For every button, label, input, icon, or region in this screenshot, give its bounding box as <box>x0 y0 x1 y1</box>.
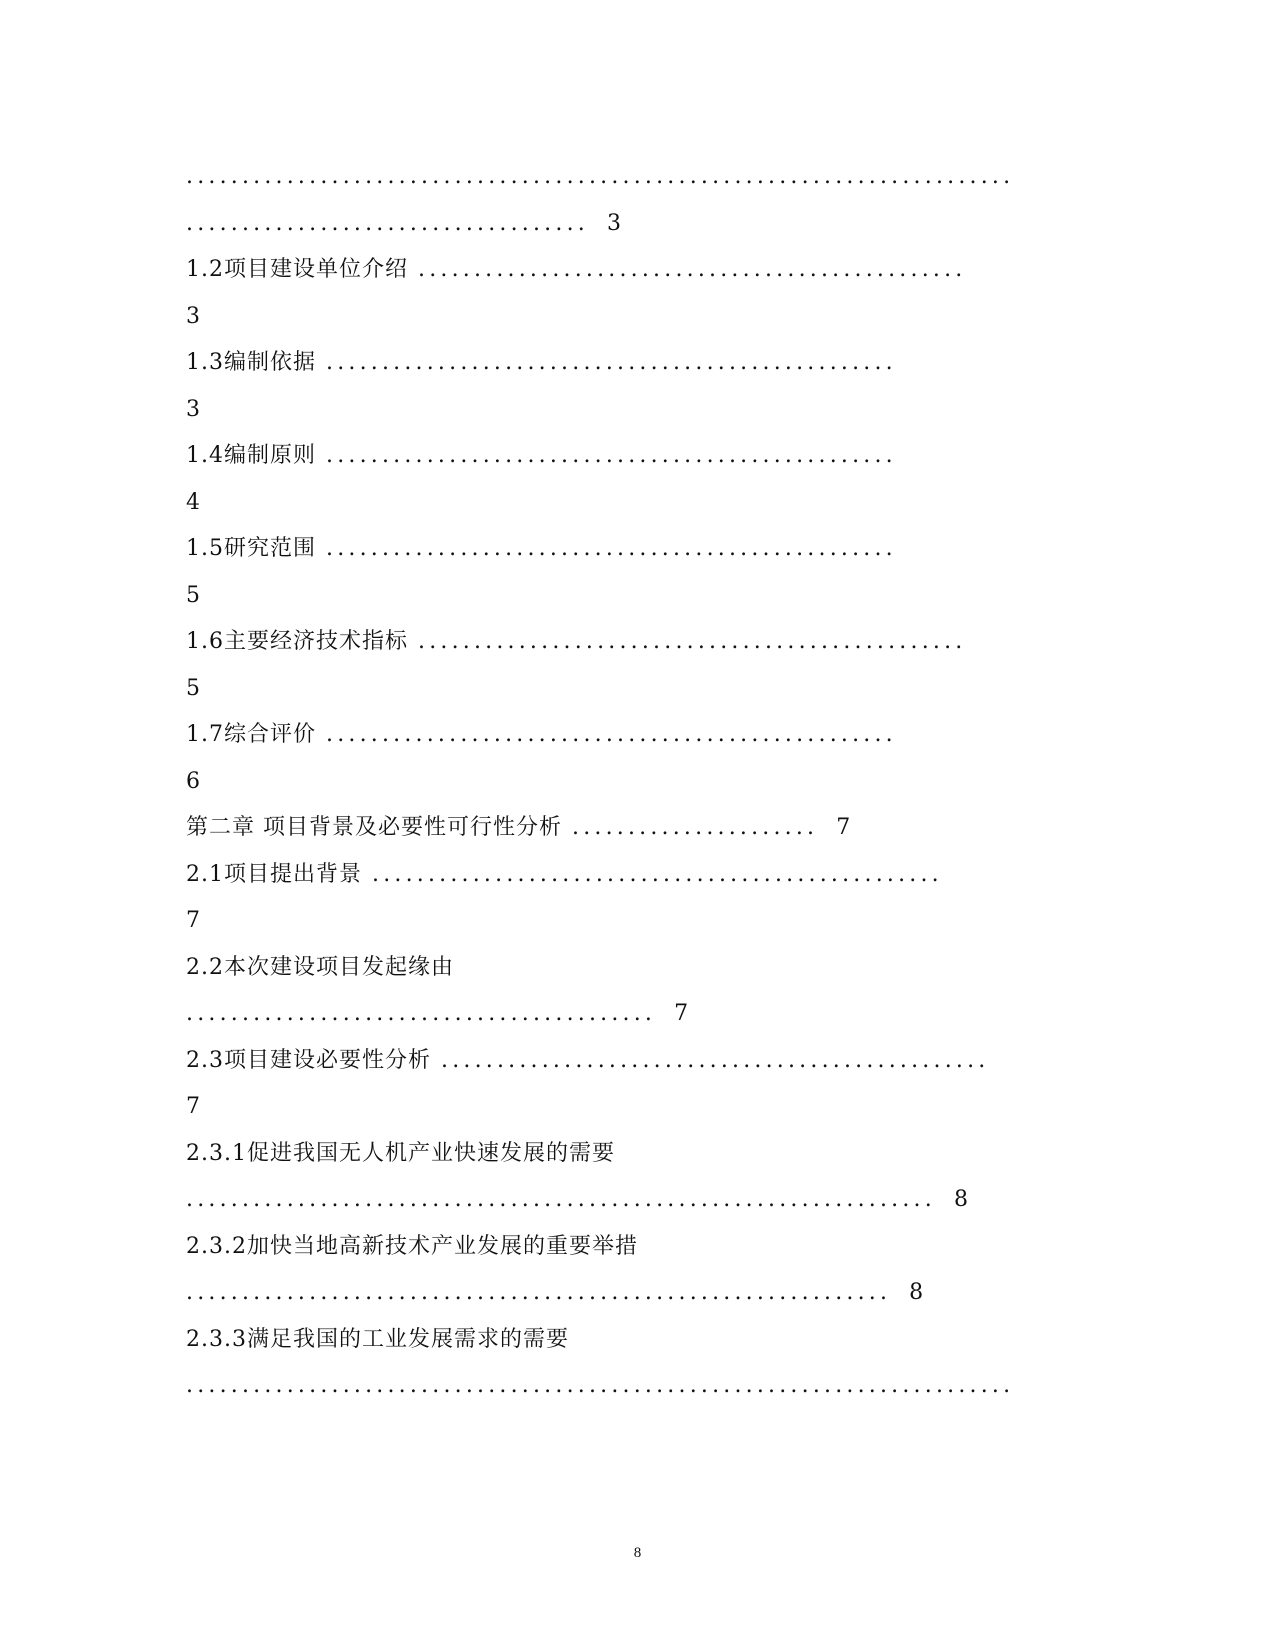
toc-entry-title: 4 <box>186 490 201 515</box>
toc-leader-dots: ................................................. <box>418 629 967 654</box>
toc-entry[interactable] <box>186 297 201 337</box>
toc-entry[interactable] <box>186 1320 569 1360</box>
toc-page-number: 7 <box>836 815 851 840</box>
toc-entry[interactable] <box>186 1227 638 1267</box>
toc-entry-title: 1.2项目建设单位介绍 <box>186 257 408 282</box>
toc-entry[interactable] <box>186 948 454 988</box>
toc-entry[interactable] <box>186 1273 923 1313</box>
toc-entry-title: 2.3.2加快当地高新技术产业发展的重要举措 <box>186 1234 638 1259</box>
toc-entry-title: 1.6主要经济技术指标 <box>186 629 408 654</box>
toc-leader-dots: .......................................................................... <box>186 1373 1015 1398</box>
toc-entry[interactable] <box>186 762 201 802</box>
toc-leader-dots: ...................... <box>572 815 819 840</box>
toc-entry-title: 2.3.3满足我国的工业发展需求的需要 <box>186 1327 569 1352</box>
toc-leader-dots: .......................................................................... <box>186 164 1015 189</box>
toc-leader-dots: ................................................... <box>326 536 897 561</box>
toc-leader-dots: ................................................................... <box>186 1187 936 1212</box>
toc-entry-title: 2.3项目建设必要性分析 <box>186 1048 431 1073</box>
toc-leader-dots: ................................................... <box>372 862 943 887</box>
toc-leader-dots: ................................................... <box>326 350 897 375</box>
toc-leader-dots: ................................................. <box>418 257 967 282</box>
toc-entry[interactable] <box>186 855 943 895</box>
toc-entry[interactable] <box>186 483 201 523</box>
toc-entry[interactable] <box>186 994 688 1034</box>
toc-entry[interactable] <box>186 715 897 755</box>
toc-entry-title: 5 <box>186 676 201 701</box>
toc-entry[interactable] <box>186 529 897 569</box>
toc-entry[interactable] <box>186 1087 201 1127</box>
toc-entry-title: 6 <box>186 769 201 794</box>
toc-entry-title: 1.7综合评价 <box>186 722 316 747</box>
toc-entry[interactable] <box>186 157 1014 197</box>
toc-entry[interactable] <box>186 1180 968 1220</box>
toc-page-number: 8 <box>909 1280 924 1305</box>
toc-entry-title: 5 <box>186 583 201 608</box>
toc-entry[interactable] <box>186 669 201 709</box>
toc-page-number: 3 <box>606 211 621 236</box>
toc-entry[interactable] <box>186 1134 615 1174</box>
toc-page-number: 7 <box>674 1001 689 1026</box>
toc-entry-title: 7 <box>186 1094 201 1119</box>
toc-entry[interactable] <box>186 343 897 383</box>
toc-entry-title: 1.3编制依据 <box>186 350 316 375</box>
toc-leader-dots: .......................................... <box>186 1001 657 1026</box>
toc-entry[interactable] <box>186 808 850 848</box>
toc-leader-dots: ................................................... <box>326 722 897 747</box>
toc-leader-dots: ................................................... <box>326 443 897 468</box>
toc-leader-dots: ............................................................... <box>186 1280 892 1305</box>
toc-entry[interactable] <box>186 204 621 244</box>
toc-leader-dots: ................................................. <box>441 1048 990 1073</box>
toc-entry-title: 第二章 项目背景及必要性可行性分析 <box>186 815 562 840</box>
toc-entry[interactable] <box>186 390 201 430</box>
footer-page-number: 8 <box>633 1545 642 1561</box>
toc-entry[interactable] <box>186 1366 1014 1406</box>
toc-entry-title: 2.1项目提出背景 <box>186 862 362 887</box>
toc-entry[interactable] <box>186 901 201 941</box>
toc-entry-title: 3 <box>186 304 201 329</box>
toc-entry-title: 3 <box>186 397 201 422</box>
toc-entry-title: 1.5研究范围 <box>186 536 316 561</box>
toc-entry-title: 1.4编制原则 <box>186 443 316 468</box>
toc-entry[interactable] <box>186 436 897 476</box>
toc-entry[interactable] <box>186 250 966 290</box>
toc-entry[interactable] <box>186 576 201 616</box>
toc-entry-title: 2.2本次建设项目发起缘由 <box>186 955 454 980</box>
toc-page-number: 8 <box>953 1187 968 1212</box>
toc-entry-title: 2.3.1促进我国无人机产业快速发展的需要 <box>186 1141 615 1166</box>
toc-entry-title: 7 <box>186 908 201 933</box>
toc-leader-dots: .................................... <box>186 211 589 236</box>
toc-entry[interactable] <box>186 622 966 662</box>
toc-entry[interactable] <box>186 1041 989 1081</box>
